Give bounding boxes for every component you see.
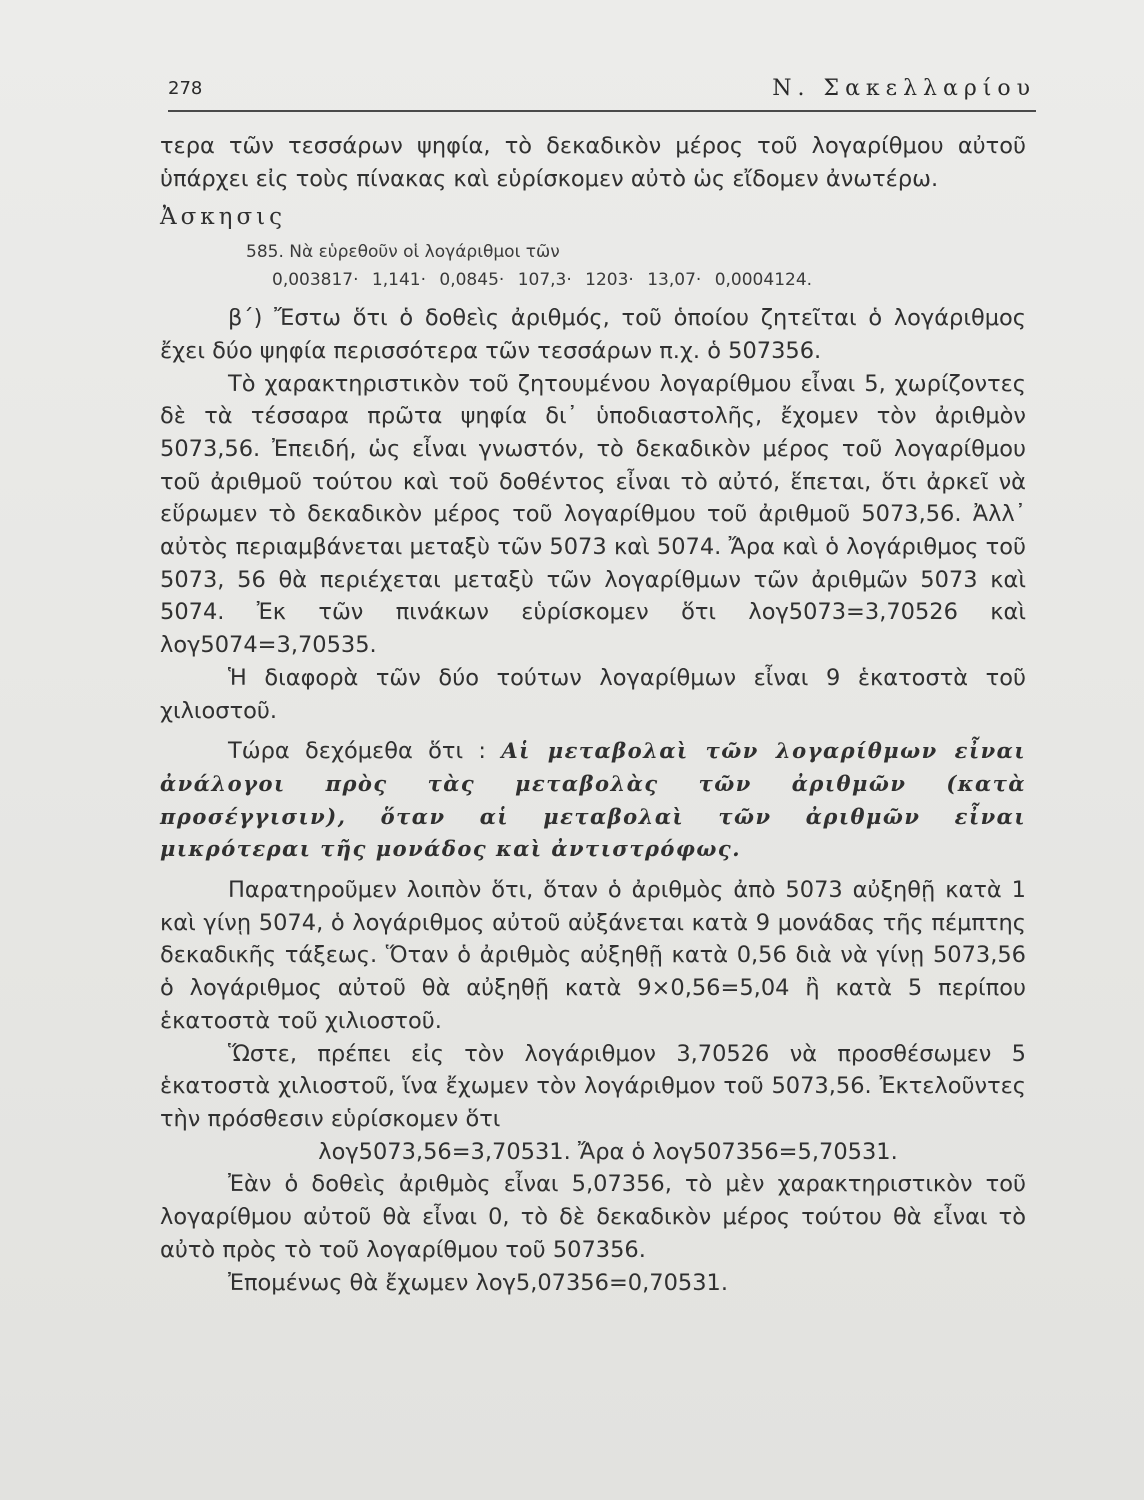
section-heading-exercises: Ἀσκησις — [160, 204, 287, 231]
page-header — [168, 76, 1036, 112]
paragraph-proportionality — [160, 735, 1026, 866]
paragraph-decimal-case: Ἐὰν ὁ δοθεὶς ἀριθμὸς εἶναι 5,07356, τὸ μὲν χαρακτηριστικὸν τοῦ λογαρίθμου αὐτοῦ θὰ εἶναι 0, τὸ δὲ δεκαδικὸν μέρος τούτου θὰ εἶναι τὸ αὐτὸ πρὸς τὸ τοῦ λογαρίθμου τοῦ 507356. — [160, 1171, 1026, 1263]
paragraph-therefore: Ὥστε, πρέπει εἰς τὸν λογάριθμον 3,70526 νὰ προσθέσωμεν 5 ἑκατοστὰ χιλιοστοῦ, ἵνα ἔχωμεν τὸν λογάριθμον τοῦ 5073,56. Ἐκτελοῦντες τὴν πρόσθεσιν εὑρίσκομεν ὅτι — [160, 1040, 1026, 1132]
running-head-author: Ν. Σακελλαρίου — [772, 76, 1036, 101]
exercise-585 — [160, 238, 1026, 294]
page-body — [160, 130, 1026, 1299]
proportionality-rule: Αἱ μεταβολαὶ τῶν λογαρίθμων εἶναι ἀνάλογοι πρὸς τὰς μεταβολὰς τῶν ἀριθμῶν (κατὰ προσέγγισιν), ὅταν αἱ μεταβολαὶ τῶν ἀριθμῶν εἶναι μικρότεραι τῆς μονάδος καὶ ἀντιστρόφως. — [160, 738, 1026, 862]
paragraph-case-beta: β΄) Ἔστω ὅτι ὁ δοθεὶς ἀριθμός, τοῦ ὁποίου ζητεῖται ὁ λογάριθμος ἔχει δύο ψηφία περισσότερα τῶν τεσσάρων π.χ. ὁ 507356. — [160, 305, 1026, 364]
page-number: 278 — [168, 78, 203, 99]
exercise-label: 585. Νὰ εὑρεθοῦν οἱ λογάριθμοι τῶν — [246, 242, 560, 263]
formula-result: λογ5073,56=3,70531. Ἄρα ὁ λογ507356=5,70531. — [318, 1138, 898, 1165]
paragraph-conclusion: Ἐπομένως θὰ ἔχωμεν λογ5,07356=0,70531. — [228, 1269, 728, 1296]
paragraph-continuation: τερα τῶν τεσσάρων ψηφία, τὸ δεκαδικὸν μέρος τοῦ λογαρίθμου αὐτοῦ ὑπάρχει εἰς τοὺς πίνακας καὶ εὑρίσκομεν αὐτὸ ὡς εἴδομεν ἀνωτέρω. — [160, 133, 1026, 192]
exercise-values: 0,003817· 1,141· 0,0845· 107,3· 1203· 13,07· 0,0004124. — [272, 270, 813, 291]
paragraph-observation: Παρατηροῦμεν λοιπὸν ὅτι, ὅταν ὁ ἀριθμὸς ἀπὸ 5073 αὐξηθῇ κατὰ 1 καὶ γίνῃ 5074, ὁ λογάριθμος αὐτοῦ αὐξάνεται κατὰ 9 μονάδας τῆς πέμπτης δεκαδικῆς τάξεως. Ὅταν ὁ ἀριθμὸς αὐξηθῇ κατὰ 0,56 διὰ νὰ γίνῃ 5073,56 ὁ λογάριθμος αὐτοῦ θὰ αὐξηθῇ κατὰ 9×0,56=5,04 ἢ κατὰ 5 περίπου ἑκατοστὰ τοῦ χιλιοστοῦ. — [160, 877, 1026, 1034]
paragraph-characteristic: Τὸ χαρακτηριστικὸν τοῦ ζητουμένου λογαρίθμου εἶναι 5, χωρίζοντες δὲ τὰ τέσσαρα πρῶτα ψηφία δι᾽ ὑποδιαστολῆς, ἔχομεν τὸν ἀριθμὸν 5073,56. Ἐπειδή, ὡς εἶναι γνωστόν, τὸ δεκαδικὸν μέρος τοῦ λογαρίθμου τοῦ ἀριθμοῦ τούτου καὶ τοῦ δοθέντος εἶναι τὸ αὐτό, ἕπεται, ὅτι ἀρκεῖ νὰ εὕρωμεν τὸ δεκαδικὸν μέρος τοῦ λογαρίθμου τοῦ ἀριθμοῦ 5073,56. Ἀλλ᾽ αὐτὸς περιαμβάνεται μεταξὺ τῶν 5073 καὶ 5074. Ἄρα καὶ ὁ λογάριθμος τοῦ 5073, 56 θὰ περιέχεται μεταξὺ τῶν λογαρίθμων τῶν ἀριθμῶν 5073 καὶ 5074. Ἐκ τῶν πινάκων εὑρίσκομεν ὅτι λογ5073=3,70526 καὶ λογ5074=3,70535. — [160, 370, 1026, 659]
proportionality-lead: Τώρα δεχόμεθα ὅτι : — [228, 738, 486, 765]
paragraph-difference: Ἡ διαφορὰ τῶν δύο τούτων λογαρίθμων εἶναι 9 ἑκατοστὰ τοῦ χιλιοστοῦ. — [160, 664, 1026, 724]
